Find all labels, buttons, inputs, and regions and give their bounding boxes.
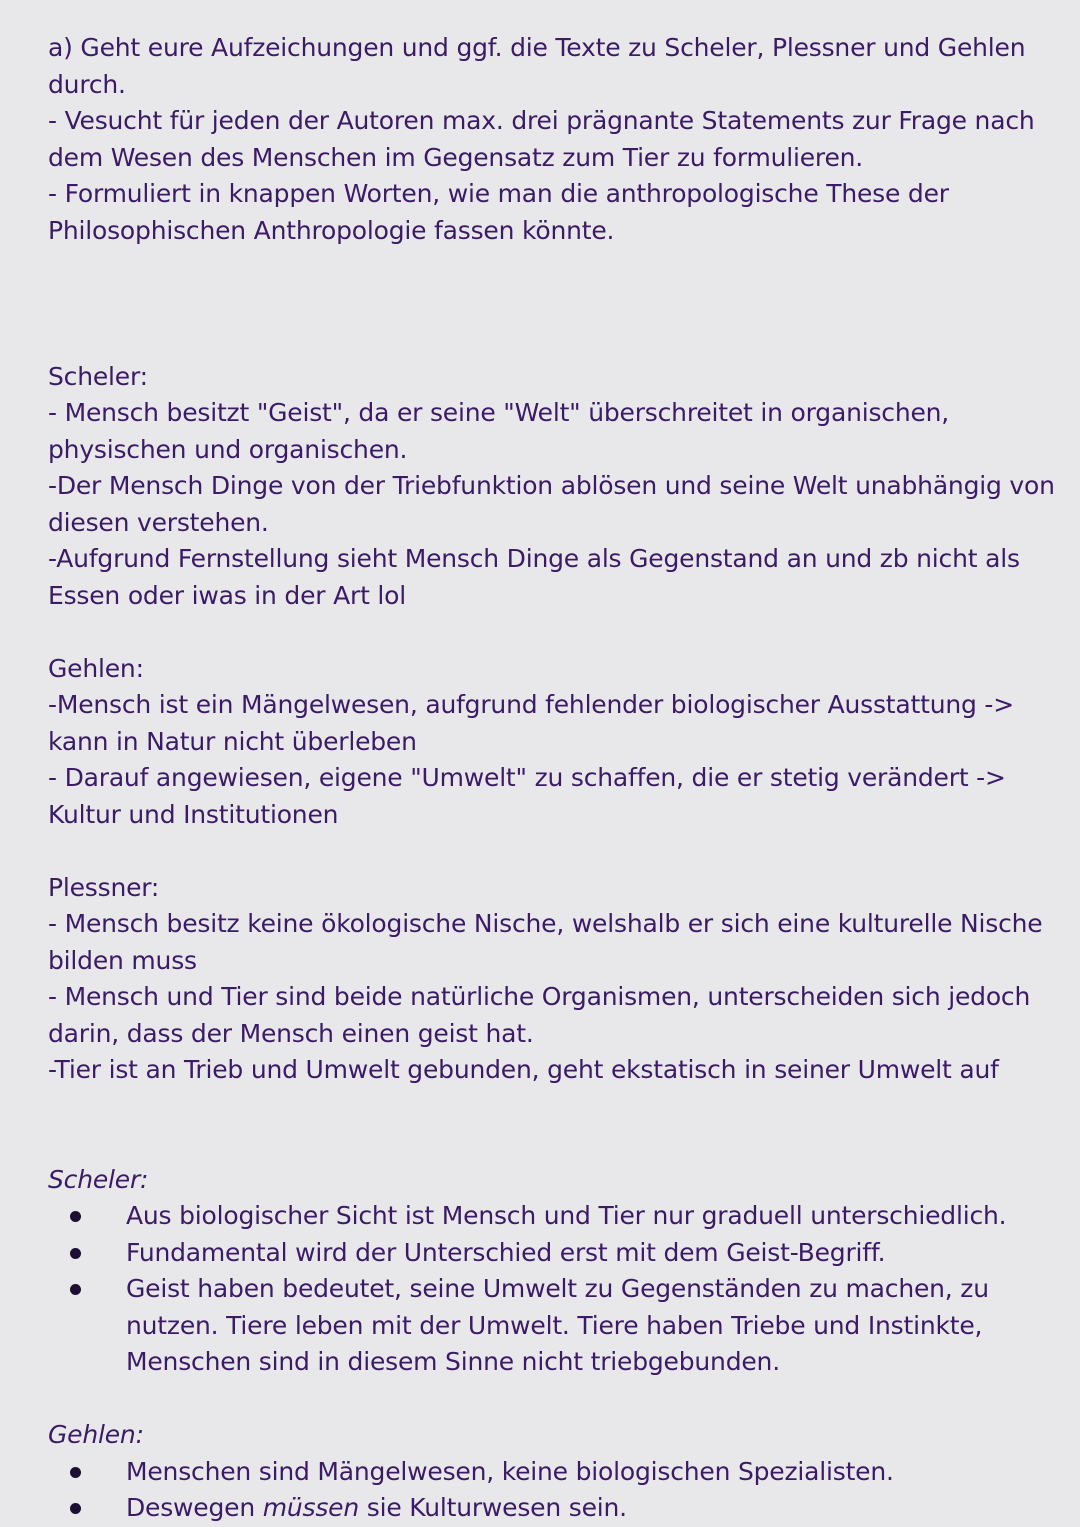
list-item xyxy=(48,1198,1040,1235)
bullet-icon xyxy=(70,1211,81,1222)
notes-gehlen xyxy=(48,651,1040,834)
note-line: physischen und organischen. xyxy=(48,434,408,464)
list-item xyxy=(48,1235,1040,1272)
bullet-text: Menschen sind in diesem Sinne nicht triebgebunden. xyxy=(126,1347,780,1376)
spacer xyxy=(48,833,1040,870)
note-line: -Tier ist an Trieb und Umwelt gebunden, geht ekstatisch in seiner Umwelt auf xyxy=(48,1055,999,1084)
bullet-text: nutzen. Tiere leben mit der Umwelt. Tiere haben Triebe und Instinkte, xyxy=(126,1310,983,1340)
bullet-text-part: sie Kulturwesen sein. xyxy=(359,1493,627,1522)
notes-plessner xyxy=(48,870,1043,1089)
spacer xyxy=(48,1381,1040,1418)
note-line: - Mensch und Tier sind beide natürliche Organismen, unterscheiden sich jedoch xyxy=(48,982,1031,1011)
bullet-list xyxy=(48,1198,1040,1381)
note-line: -Aufgrund Fernstellung sieht Mensch Dinge als Gegenstand an und zb nicht als xyxy=(48,544,1020,573)
bullet-text: Menschen sind Mängelwesen, keine biologischen Spezialisten. xyxy=(126,1456,894,1486)
bullet-icon xyxy=(70,1248,81,1259)
note-line: - Darauf angewiesen, eigene "Umwelt" zu schaffen, die er stetig verändert -> xyxy=(48,763,1006,792)
task-line: - Formuliert in knappen Worten, wie man die anthropologische These der xyxy=(48,179,949,208)
list-item xyxy=(48,1271,1040,1381)
spacer xyxy=(48,249,1040,322)
note-line: -Der Mensch Dinge von der Triebfunktion ablösen und seine Welt unabhängig von xyxy=(48,471,1055,500)
spacer xyxy=(48,322,1040,359)
summary-scheler xyxy=(48,1162,1040,1381)
bullet-text-part: Deswegen xyxy=(126,1493,263,1522)
bullet-text xyxy=(126,1490,1040,1527)
summary-heading: Gehlen: xyxy=(48,1420,144,1449)
note-line: kann in Natur nicht überleben xyxy=(48,726,417,756)
note-line: diesen verstehen. xyxy=(48,507,269,537)
note-line: bilden muss xyxy=(48,945,197,975)
section-heading: Plessner: xyxy=(48,872,160,902)
task-line: Philosophischen Anthropologie fassen könnte. xyxy=(48,215,615,245)
section-heading: Scheler: xyxy=(48,361,148,391)
bullet-icon xyxy=(70,1503,81,1514)
notes-scheler xyxy=(48,359,1055,615)
list-item xyxy=(48,1490,1040,1527)
note-line: - Mensch besitz keine ökologische Nische, welshalb er sich eine kulturelle Nische xyxy=(48,909,1043,938)
task-line: a) Geht eure Aufzeichungen und ggf. die Texte zu Scheler, Plessner und Gehlen xyxy=(48,33,1026,62)
bullet-icon xyxy=(70,1284,81,1295)
note-line: - Mensch besitzt "Geist", da er seine "Welt" überschreitet in organischen, xyxy=(48,398,950,427)
section-heading: Gehlen: xyxy=(48,653,144,683)
bullet-text: Fundamental wird der Unterschied erst mit dem Geist-Begriff. xyxy=(126,1237,886,1267)
task-line: - Vesucht für jeden der Autoren max. drei prägnante Statements zur Frage nach xyxy=(48,106,1035,135)
note-line: -Mensch ist ein Mängelwesen, aufgrund fehlender biologischer Ausstattung -> xyxy=(48,690,1014,719)
emphasis-text: müssen xyxy=(262,1493,360,1522)
summary-heading: Scheler: xyxy=(48,1164,149,1194)
task-block xyxy=(48,30,1040,249)
list-item xyxy=(48,1454,1040,1491)
bullet-list xyxy=(48,1454,1040,1527)
bullet-text: Aus biologischer Sicht ist Mensch und Tier nur graduell unterschiedlich. xyxy=(126,1201,1007,1230)
spacer xyxy=(48,614,1040,651)
bullet-icon xyxy=(70,1467,81,1478)
summary-gehlen xyxy=(48,1417,1040,1527)
task-line: durch. xyxy=(48,69,126,99)
task-line: dem Wesen des Menschen im Gegensatz zum Tier zu formulieren. xyxy=(48,142,864,172)
spacer xyxy=(48,1089,1040,1162)
note-line: Essen oder iwas in der Art lol xyxy=(48,580,407,610)
note-line: Kultur und Institutionen xyxy=(48,799,339,829)
bullet-text: Geist haben bedeutet, seine Umwelt zu Gegenständen zu machen, zu xyxy=(126,1274,989,1303)
note-line: darin, dass der Mensch einen geist hat. xyxy=(48,1018,534,1048)
